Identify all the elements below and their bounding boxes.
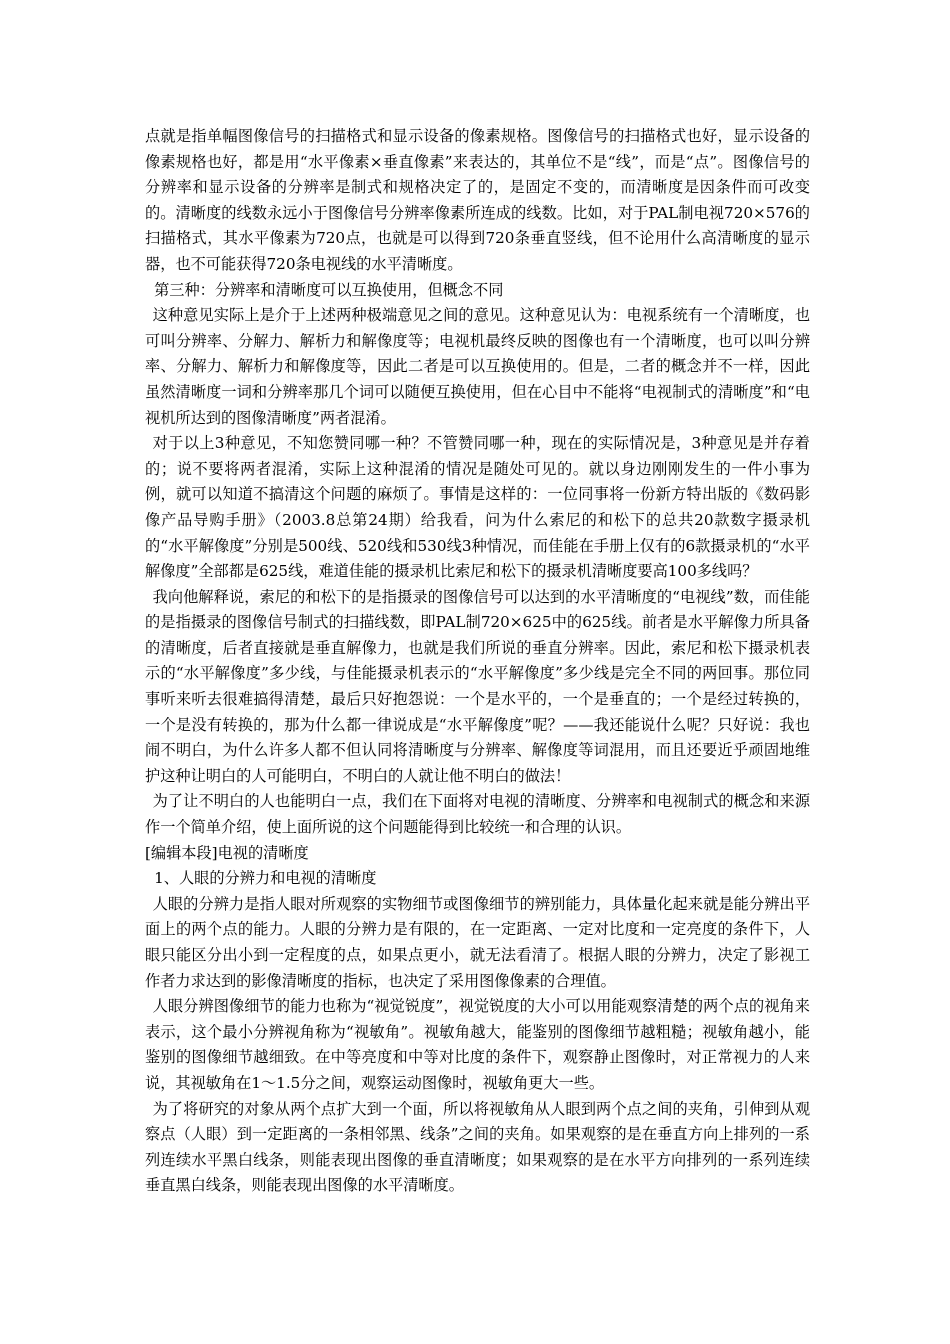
- subheading-eye-resolution: 1、人眼的分辨力和电视的清晰度: [154, 869, 377, 888]
- subheading-third-opinion: 第三种：分辨率和清晰度可以互换使用，但概念不同: [154, 280, 504, 299]
- paragraph-eye-resolution: 人眼的分辨力是指人眼对所观察的实物细节或图像细节的辨别能力，具体量化起来就是能分辨出平面上的两个点的能力。人眼的分辨力是有限的，在一定距离、一定对比度和一定亮度的条件下，人眼只能区分出小到一定程度的点，如果点更小，就无法看清了。根据人眼的分辨力，决定了影视工作者力求达到的影像清晰度的指标，也决定了采用图像像素的合理值。: [145, 894, 810, 990]
- paragraph-third-opinion: 这种意见实际上是介于上述两种极端意见之间的意见。这种意见认为：电视系统有一个清晰度，也可叫分辨率、分解力、解析力和解像度等；电视机最终反映的图像也有一个清晰度，也可以叫分辨率、分解力、解析力和解像度等，因此二者是可以互换使用的。但是，二者的概念并不一样，因此虽然清晰度一词和分辨率那几个词可以随便互换使用，但在心目中不能将“电视制式的清晰度”和“电视机所达到的图像清晰度”两者混淆。: [145, 306, 810, 427]
- paragraph-introduction: 为了让不明白的人也能明白一点，我们在下面将对电视的清晰度、分辨率和电视制式的概念和来源作一个简单介绍，使上面所说的这个问题能得到比较统一和合理的认识。: [145, 792, 810, 837]
- paragraph-explanation: 我向他解释说，索尼的和松下的是指摄录的图像信号可以达到的水平清晰度的“电视线”数，而佳能的是指摄录的图像信号制式的扫描线数，即PAL制720×625中的625线。前者是水平解像力所具备的清晰度，后者直接就是垂直解像力，也就是我们所说的垂直分辨率。因此，索尼和松下摄录机表示的“水平解像度”多少线，与佳能摄录机表示的“水平解像度”多少线是完全不同的两回事。那位同事听来听去很难搞得清楚，最后只好抱怨说：一个是水平的，一个是垂直的；一个是经过转换的，一个是没有转换的，那为什么都一律说成是“水平解像度”呢？——我还能说什么呢？只好说：我也闹不明白，为什么许多人都不但认同将清晰度与分辨率、解像度等词混用，而且还要近乎顽固地维护这种让明白的人可能明白，不明白的人就让他不明白的做法！: [145, 587, 810, 785]
- paragraph-line-clarity: 为了将研究的对象从两个点扩大到一个面，所以将视敏角从人眼到两个点之间的夹角，引伸到从观察点（人眼）到一定距离的一条相邻黑、线条”之间的夹角。如果观察的是在垂直方向上排列的一系列连续水平黑白线条，则能表现出图像的垂直清晰度；如果观察的是在水平方向排列的一系列连续垂直黑白线条，则能表现出图像的水平清晰度。: [145, 1099, 810, 1195]
- paragraph-three-opinions: 对于以上3种意见，不知您赞同哪一种？不管赞同哪一种，现在的实际情况是，3种意见是并存着的；说不要将两者混淆，实际上这种混淆的情况是随处可见的。就以身边刚刚发生的一件小事为例，就可以知道不搞清这个问题的麻烦了。事情是这样的：一位同事将一份新方特出版的《数码影像产品导购手册》（2003.8总第24期）给我看，问为什么索尼的和松下的总共20款数字摄录机的“水平解像度”分别是500线、520线和530线3种情况，而佳能在手册上仅有的6款摄录机的“水平解像度”全部都是625线，难道佳能的摄录机比索尼和松下的摄录机清晰度要高100多线吗？: [145, 434, 810, 581]
- section-heading-tv-clarity: [编辑本段]电视的清晰度: [145, 843, 309, 862]
- paragraph-visual-acuity: 人眼分辨图像细节的能力也称为“视觉锐度”，视觉锐度的大小可以用能观察清楚的两个点的视角来表示，这个最小分辨视角称为“视敏角”。视敏角越大，能鉴别的图像细节越粗糙；视敏角越小，能鉴别的图像细节越细致。在中等亮度和中等对比度的条件下，观察静止图像时，对正常视力的人来说，其视敏角在1～1.5分之间，观察运动图像时，视敏角更大一些。: [145, 997, 810, 1092]
- paragraph-resolution-definition: 点就是指单幅图像信号的扫描格式和显示设备的像素规格。图像信号的扫描格式也好，显示设备的像素规格也好，都是用“水平像素×垂直像素”来表达的，其单位不是“线”，而是“点”。图像信号的分辨率和显示设备的分辨率是制式和规格决定了的，是固定不变的，而清晰度是因条件而可改变的。清晰度的线数永远小于图像信号分辨率像素所连成的线数。比如，对于PAL制电视720×576的扫描格式，其水平像素为720点，也就是可以得到720条垂直竖线，但不论用什么高清晰度的显示器，也不可能获得720条电视线的水平清晰度。: [145, 127, 810, 273]
- document-page: [145, 124, 810, 1199]
